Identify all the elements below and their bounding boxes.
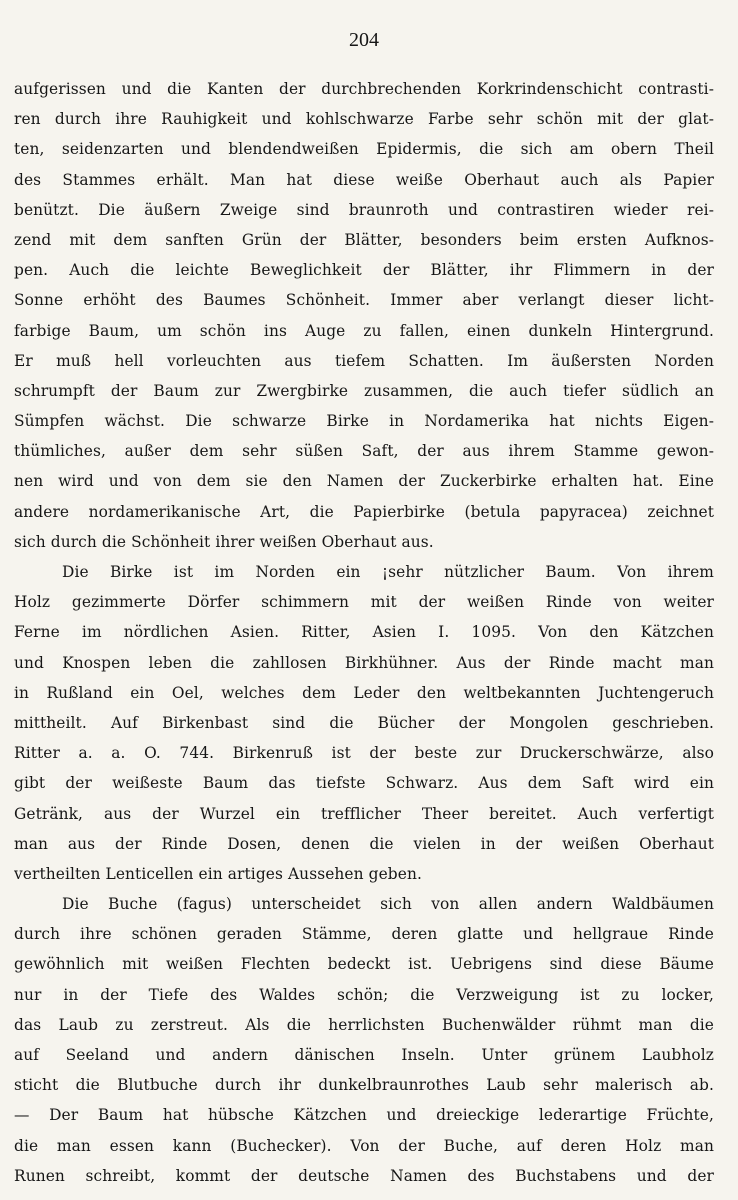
text-line: vertheilten Lenticellen ein artiges Aussehen geben. <box>14 864 422 883</box>
text-line: mittheilt. Auf Birkenbast sind die Bücher der Mongolen geschrieben. <box>14 713 714 732</box>
text-line: Sümpfen wächst. Die schwarze Birke in Nordamerika hat nichts Eigen- <box>14 412 714 431</box>
text-line: durch ihre schönen geraden Stämme, deren glatte und hellgraue Rinde <box>14 925 714 944</box>
text-line: Ferne im nördlichen Asien. Ritter, Asien I. 1095. Von den Kätzchen <box>14 623 714 642</box>
text-line: sich durch die Schönheit ihrer weißen Oberhaut aus. <box>14 532 434 551</box>
text-line: — Der Baum hat hübsche Kätzchen und dreieckige lederartige Früchte, <box>14 1106 714 1125</box>
text-line: pen. Auch die leichte Beweglichkeit der Blätter, ihr Flimmern in der <box>14 261 714 280</box>
text-line: nur in der Tiefe des Waldes schön; die Verzweigung ist zu locker, <box>14 985 714 1004</box>
text-line: gewöhnlich mit weißen Flechten bedeckt ist. Uebrigens sind diese Bäume <box>14 955 714 974</box>
text-line: nen wird und von dem sie den Namen der Zuckerbirke erhalten hat. Eine <box>14 472 714 491</box>
text-line: gibt der weißeste Baum das tiefste Schwarz. Aus dem Saft wird ein <box>14 774 714 793</box>
text-line: zend mit dem sanften Grün der Blätter, besonders beim ersten Aufknos- <box>14 230 714 249</box>
text-line: benützt. Die äußern Zweige sind braunroth und contrastiren wieder rei- <box>14 200 714 219</box>
text-line: des Stammes erhält. Man hat diese weiße Oberhaut auch als Papier <box>14 170 714 189</box>
text-body <box>14 74 714 1191</box>
text-line: in Rußland ein Oel, welches dem Leder den weltbekannten Juchtengeruch <box>14 683 714 702</box>
text-line: Sonne erhöht des Baumes Schönheit. Immer aber verlangt dieser licht- <box>14 291 714 310</box>
text-line: thümliches, außer dem sehr süßen Saft, der aus ihrem Stamme gewon- <box>14 442 714 461</box>
text-line: Ritter a. a. O. 744. Birkenruß ist der beste zur Druckerschwärze, also <box>14 744 714 763</box>
text-line: auf Seeland und andern dänischen Inseln. Unter grünem Laubholz <box>14 1046 714 1064</box>
text-line: das Laub zu zerstreut. Als die herrlichsten Buchenwälder rühmt man die <box>14 1015 714 1034</box>
text-line: Runen schreibt, kommt der deutsche Namen des Buchstabens und der <box>14 1166 714 1185</box>
text-line: ten, seidenzarten und blendendweißen Epidermis, die sich am obern Theil <box>14 140 714 159</box>
text-line: Getränk, aus der Wurzel ein trefflicher Theer bereitet. Auch verfertigt <box>14 804 714 823</box>
text-line: Die Buche (fagus) unterscheidet sich von allen andern Waldbäumen <box>62 895 714 914</box>
text-line: und Knospen leben die zahllosen Birkhühner. Aus der Rinde macht man <box>14 653 714 672</box>
text-line: schrumpft der Baum zur Zwergbirke zusammen, die auch tiefer südlich an <box>14 381 714 400</box>
text-line: sticht die Blutbuche durch ihr dunkelbraunrothes Laub sehr malerisch ab. <box>14 1076 714 1095</box>
text-line: die man essen kann (Buchecker). Von der Buche, auf deren Holz man <box>14 1136 714 1155</box>
text-line: ren durch ihre Rauhigkeit und kohlschwarze Farbe sehr schön mit der glat- <box>14 110 714 129</box>
text-line: Die Birke ist im Norden ein ¡sehr nützlicher Baum. Von ihrem <box>62 563 714 581</box>
text-line: man aus der Rinde Dosen, denen die vielen in der weißen Oberhaut <box>14 834 714 853</box>
page-number: 204 <box>349 29 379 51</box>
text-line: aufgerissen und die Kanten der durchbrechenden Korkrindenschicht contrasti- <box>14 80 714 98</box>
text-line: andere nordamerikanische Art, die Papierbirke (betula papyracea) zeichnet <box>14 502 714 521</box>
text-line: farbige Baum, um schön ins Auge zu fallen, einen dunkeln Hintergrund. <box>14 321 714 340</box>
text-line: Er muß hell vorleuchten aus tiefem Schatten. Im äußersten Norden <box>14 351 714 370</box>
text-line: Holz gezimmerte Dörfer schimmern mit der weißen Rinde von weiter <box>14 593 714 612</box>
